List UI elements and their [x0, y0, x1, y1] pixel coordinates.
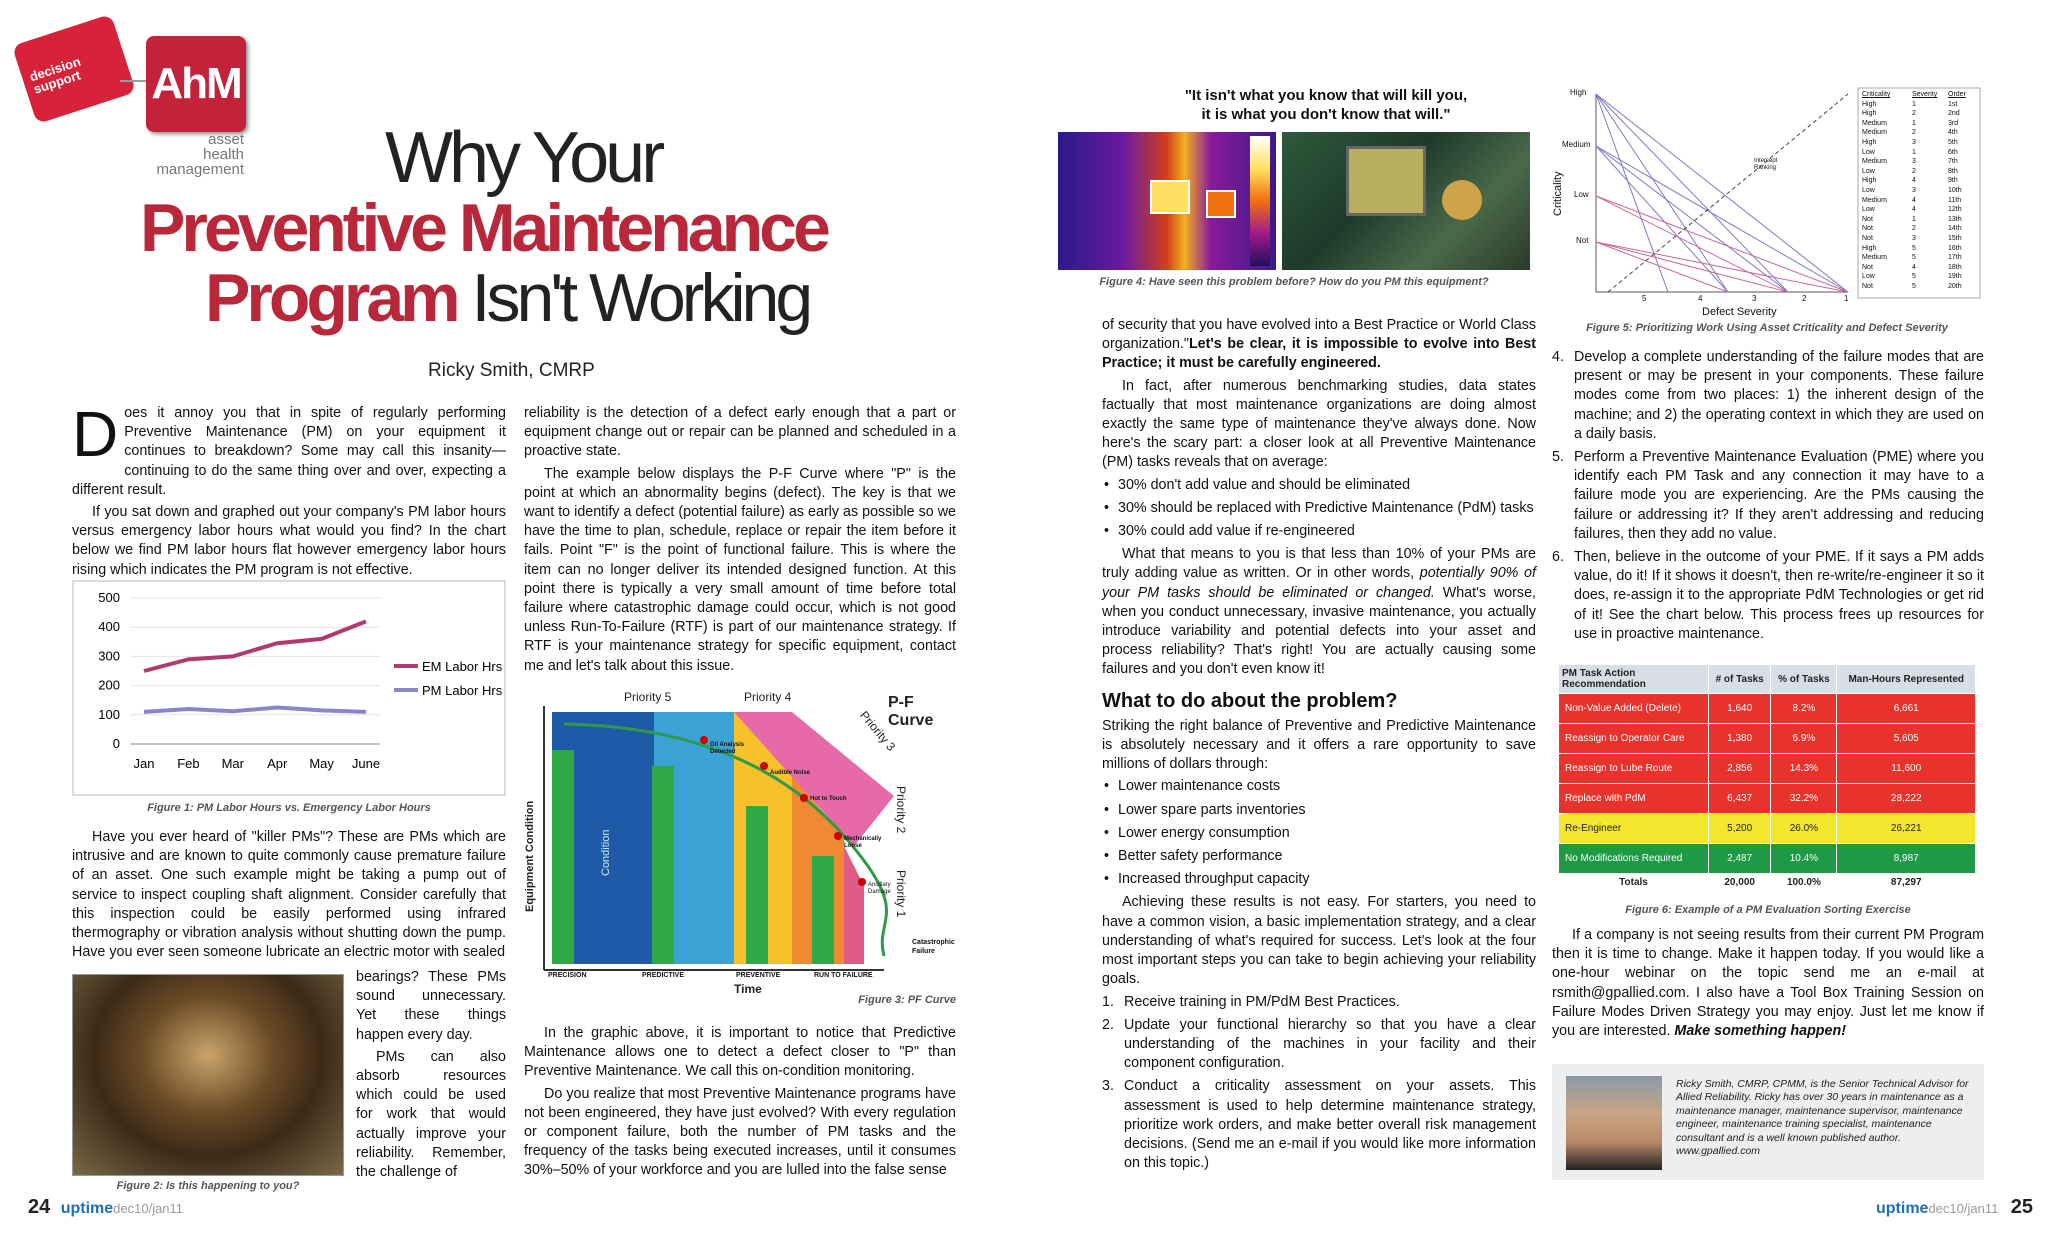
fig5-cell: 2 [1912, 167, 1916, 175]
fig5-y-high: High [1570, 88, 1587, 97]
figure-1-caption: Figure 1: PM Labor Hours vs. Emergency Labor Hours [147, 802, 431, 814]
fig5-cell: 3 [1912, 234, 1916, 242]
fig5-cell: 20th [1948, 282, 1962, 290]
fig5-cell: 15th [1948, 234, 1962, 242]
fig5-x-5: 5 [1642, 294, 1647, 303]
pme-cell: 14.3% [1771, 754, 1837, 784]
pme-cell: No Modifications Required [1559, 844, 1709, 874]
y-tick-label: 400 [98, 619, 120, 635]
pf-yaxis: Equipment Condition [524, 800, 536, 912]
fig5-cell: 1 [1912, 148, 1916, 156]
thermal-image [1058, 132, 1276, 270]
pme-row [1559, 844, 1976, 874]
fig5-cell: 13th [1948, 215, 1962, 223]
fig5-cell: 1 [1912, 119, 1916, 127]
steps-list [1102, 993, 1536, 1174]
pme-row [1559, 784, 1976, 814]
fig5-cell: 2nd [1948, 110, 1960, 118]
fig5-cell: Medium [1862, 158, 1887, 166]
headline-line2: Preventive Maintenance [140, 190, 827, 266]
step-item: 5. Perform a Preventive Maintenance Evaluation (PME) where you identify each PM Task and any connection it may have to a failure mode you are experiencing. Are the PMs causing the failure or addressing it? If they aren't addressing and reducing failures, then they add no value. [1552, 449, 1984, 542]
fig5-cell: Low [1862, 273, 1875, 281]
pme-cell: 8.2% [1771, 694, 1837, 724]
fig5-cell: 7th [1948, 158, 1958, 166]
pf-point-4: Mechanically Loose [844, 836, 882, 849]
benefit-item: • Better safety performance [1102, 847, 1536, 866]
x-tick-label: Apr [267, 756, 288, 771]
fig5-cell: 5th [1948, 138, 1958, 146]
pme-cell: 2,856 [1709, 754, 1771, 784]
fig5-y-not: Not [1576, 236, 1589, 245]
series-line [144, 708, 366, 712]
fig5-cell: 14th [1948, 225, 1962, 233]
logo-line [120, 80, 146, 82]
fig5-cell: High [1862, 244, 1877, 252]
equipment-photo [1282, 132, 1530, 270]
author-bio-box [1552, 1064, 1984, 1180]
pf-priority-4: Priority 4 [744, 690, 792, 704]
column-1-body: Have you ever heard of "killer PMs"? These are PMs which are intrusive and are known to quite commonly cause premature failure of an asset. One such example might be taking a pump out of service to inspect coupling shaft alignment. Consider carefully that this inspection could be easily performed using infrared thermography or vibration analysis without shutting down the pump. Have you ever seen someone lubricate an electric motor with sealed [72, 829, 506, 961]
pme-cell: Replace with PdM [1559, 784, 1709, 814]
pf-condition: Condition [600, 829, 612, 876]
fig5-cell: 3 [1912, 138, 1916, 146]
pf-bottom-4: RUN TO FAILURE [814, 972, 873, 979]
fig5-cell: Not [1862, 225, 1873, 233]
fig5-cell: Medium [1862, 119, 1887, 127]
pme-cell: Re-Engineer [1559, 814, 1709, 844]
stat-item: • 30% don't add value and should be eliminated [1102, 476, 1536, 495]
pf-point-5: Ancillary Damage [868, 882, 891, 895]
fig5-cell: Low [1862, 167, 1875, 175]
fig5-cell: High [1862, 100, 1877, 108]
y-tick-label: 100 [98, 706, 120, 722]
step-item: 2. Update your functional hierarchy so that you have a clear understanding of the machines in your facility and their component configuration. [1102, 1016, 1536, 1072]
fig5-cell: Not [1862, 282, 1873, 290]
figure-5 [1552, 86, 1982, 318]
fig5-cell: Low [1862, 148, 1875, 156]
footer-left: 24 uptimedec10/jan11 [28, 1196, 184, 1218]
step-item: 1. Receive training in PM/PdM Best Practices. [1102, 993, 1400, 1010]
x-tick-label: June [351, 756, 381, 771]
fig5-y-medium: Medium [1562, 140, 1591, 149]
x-tick-label: Jan [133, 756, 155, 771]
fig5-cell: Not [1862, 215, 1873, 223]
pme-cell: Reassign to Operator Care [1559, 724, 1709, 754]
step-item: 4. Develop a complete understanding of the failure modes that are present or may be present in your components. These failure modes come from two places: 1) the inherent design of the machine; and 2) the operating context in which they are used on a daily basis. [1552, 349, 1984, 442]
pme-cell: 5,605 [1837, 724, 1976, 754]
pme-cell: 11,600 [1837, 754, 1976, 784]
benefit-item: • Lower energy consumption [1102, 824, 1536, 843]
figure-5-caption: Figure 5: Prioritizing Work Using Asset Criticality and Defect Severity [1586, 322, 1948, 334]
fig5-cell: 2 [1912, 110, 1916, 118]
fig5-cell: 1st [1948, 100, 1958, 108]
stat-item: • 30% should be replaced with Predictive Maintenance (PdM) tasks [1102, 499, 1536, 518]
pf-bottom-1: PRECISION [548, 972, 587, 979]
y-tick-label: 0 [112, 736, 120, 751]
y-tick-label: 200 [98, 677, 120, 693]
pme-cell: Non-Value Added (Delete) [1559, 694, 1709, 724]
column-2-top: reliability is the detection of a defect early enough that a part or equipment change out or repair can be planned and scheduled in a proactive state. The example below displays the P-F Curve where "P" is the point at which an abnormality begins (defect). The key is that we want to identify a defect (potential failure) as early as possible so we have the time to plan, schedule, replace or repair the item before it fails. Point "F" is the point of functional failure. This is where the item can no longer deliver its intended designed function. At this point there is typically a very small amount of time before total failure where catastrophic damage could occur, which is not good unless Run-To-Failure (RTF) is part of our maintenance strategy. If RTF is your maintenance strategy for specific equipment, contact me and let's talk about this issue. [524, 405, 956, 674]
labor-hours-chart [74, 582, 504, 794]
author-photo [1566, 1076, 1662, 1170]
footer-right: uptimedec10/jan11 25 [1876, 1196, 2034, 1218]
pme-cell: 10.4% [1771, 844, 1837, 874]
column-4-closing: If a company is not seeing results from their current PM Program then it is time to change. Make it happen today. If you would like a one-hour webinar on the topic send me an e-mail at rsmith@gpallied.com. I also have a Tool Box Training Session on Failure Modes Driven Strategy you may enjoy. Just let me know if you are interested. Make something happen! [1552, 927, 1984, 1040]
fig5-note: Intercept Ranking [1754, 158, 1778, 171]
fig5-cell: Low [1862, 186, 1875, 194]
fig5-cell: Medium [1862, 254, 1887, 262]
pme-cell: 28,222 [1837, 784, 1976, 814]
fig5-cell: 1 [1912, 100, 1916, 108]
pme-cell: 26,221 [1837, 814, 1976, 844]
pme-cell: 8,987 [1837, 844, 1976, 874]
ahm-logo: AhM [146, 36, 246, 132]
fig5-cell: 5 [1912, 254, 1916, 262]
fig5-cell: 3 [1912, 158, 1916, 166]
step-item: 6. Then, believe in the outcome of your PME. If it says a PM adds value, do it! If it shows it doesn't, then re-write/re-engineer it so it does, re-assign it to the appropriate PdM Technologies or get rid of it! See the chart below. This process frees up resources for use in proactive maintenance. [1552, 549, 1984, 642]
legend-label: EM Labor Hrs [422, 659, 503, 674]
column-2-bottom: In the graphic above, it is important to notice that Predictive Maintenance allows one to detect a defect closer to "P" than Preventive Maintenance. We call this on-condition monitoring. Do you realize that most Preventive Maintenance programs have not been engineered, they have just evolved? With every regulation or component failure, both the number of PM tasks and the frequency of the tasks being executed increases, until it consumes 30%–50% of your workforce and you are lulled into the false sense [524, 1025, 956, 1179]
x-tick-label: Mar [221, 756, 244, 771]
author-bio: Ricky Smith, CMRP, CPMM, is the Senior Technical Advisor for Allied Reliability. Ricky has over 30 years in maintenance as a maintenance manager, maintenance supervisor, maintenance engineer, maintenance training specialist, maintenance consultant and is a well known published author. www.gpallied.com [1676, 1078, 1969, 1158]
stat-item: • 30% could add value if re-engineered [1102, 522, 1536, 541]
fig5-cell: Medium [1862, 196, 1887, 204]
fig5-header: Severity [1912, 91, 1938, 98]
fig5-cell: 3 [1912, 186, 1916, 194]
fig5-cell: 5 [1912, 282, 1916, 290]
benefit-item: • Lower spare parts inventories [1102, 801, 1536, 820]
decision-support-text: decision support [27, 53, 83, 97]
benefits-list [1102, 777, 1536, 889]
pf-bottom-3: PREVENTIVE [736, 972, 781, 979]
pme-cell: 26.0% [1771, 814, 1837, 844]
pf-priority-5: Priority 5 [624, 690, 672, 704]
fig5-cell: 12th [1948, 206, 1962, 214]
section-heading: What to do about the problem? [1102, 689, 1398, 712]
fig5-x-2: 2 [1802, 294, 1807, 303]
fig5-cell: 5 [1912, 244, 1916, 252]
column-1-wrap: bearings? These PMs sound unnecessary. Yet these things happen every day. PMs can also absorb resources which could be used for work that would actually improve your reliability. Remember, the challenge of [356, 969, 506, 1181]
pme-table [1558, 664, 1976, 892]
fig5-cell: High [1862, 110, 1877, 118]
fig5-table [1862, 90, 1980, 291]
benefit-item: • Increased throughput capacity [1102, 870, 1536, 889]
drop-cap: D [72, 398, 119, 470]
pme-cell: 5,200 [1709, 814, 1771, 844]
fig5-cell: 10th [1948, 186, 1962, 194]
fig5-cell: Not [1862, 263, 1873, 271]
pme-row [1559, 694, 1976, 724]
fig5-cell: 11th [1948, 196, 1962, 204]
fig5-cell: Medium [1862, 129, 1887, 137]
pf-point-1: Oil Analysis Detected [710, 742, 745, 755]
pf-priority-1: Priority 1 [894, 870, 908, 918]
pme-cell: 6,437 [1709, 784, 1771, 814]
pf-priority-3: Priority 3 [857, 708, 899, 754]
fig5-cell: 2 [1912, 129, 1916, 137]
fig5-cell: High [1862, 177, 1877, 185]
pme-row [1559, 724, 1976, 754]
x-tick-label: Feb [177, 756, 200, 771]
fig5-cell: 4th [1948, 129, 1958, 137]
pme-cell: 6,661 [1837, 694, 1976, 724]
fig5-x-1: 1 [1844, 294, 1849, 303]
fig5-cell: 16th [1948, 244, 1962, 252]
fig5-ylabel: Criticality [1552, 171, 1564, 216]
fig5-x-3: 3 [1752, 294, 1757, 303]
fig5-cell: 4 [1912, 263, 1916, 271]
figure-1-chart [72, 580, 506, 796]
y-tick-label: 500 [98, 590, 120, 605]
pf-catastrophic: Catastrophic Failure [912, 939, 955, 955]
fig5-cell: High [1862, 138, 1877, 146]
pme-cell: 2,487 [1709, 844, 1771, 874]
fig5-cell: 19th [1948, 273, 1962, 281]
figure-6-caption: Figure 6: Example of a PM Evaluation Sorting Exercise [1625, 904, 1911, 916]
fig5-cell: 6th [1948, 148, 1958, 156]
fig5-cell: 4 [1912, 177, 1916, 185]
logo-subtitle: asset health management [156, 131, 244, 178]
fig5-cell: 9th [1948, 177, 1958, 185]
figure-4-caption: Figure 4: Have seen this problem before? How do you PM this equipment? [1099, 276, 1489, 288]
pf-bottom-2: PREDICTIVE [642, 972, 685, 979]
headline-line1: Why Your [385, 118, 662, 198]
series-line [144, 621, 366, 671]
fig5-xlabel: Defect Severity [1702, 306, 1777, 318]
pme-header-row: PM Task Action Recommendation # of Tasks % of Tasks Man-Hours Represented [1559, 665, 1976, 694]
fig5-header: Criticality [1862, 91, 1891, 98]
pf-point-2: Audible Noise [770, 770, 811, 776]
fig5-cell: 8th [1948, 167, 1958, 175]
fig5-y-low: Low [1574, 190, 1589, 199]
headline-line3: Program Isn't Working [205, 260, 810, 336]
fig5-cell: 1 [1912, 215, 1916, 223]
pf-title: P-F Curve [888, 694, 934, 729]
fig5-cell: 4 [1912, 206, 1916, 214]
y-tick-label: 300 [98, 648, 120, 664]
legend-label: PM Labor Hrs [422, 683, 503, 698]
pme-total-row: Totals 20,000 100.0% 87,297 [1559, 874, 1976, 892]
fig5-cell: 17th [1948, 254, 1962, 262]
x-tick-label: May [309, 756, 334, 771]
pme-cell: 1,640 [1709, 694, 1771, 724]
pm-stats-list [1102, 476, 1536, 542]
pme-row [1559, 754, 1976, 784]
pf-curve-graphic [524, 686, 958, 1002]
pf-point-3: Hot to Touch [810, 796, 847, 802]
pme-cell: 6.9% [1771, 724, 1837, 754]
column-3: of security that you have evolved into a Best Practice or World Class organization."Let's be clear, it is impossible to evolve into Best Practice; it must be carefully engineered. In fact, after numerous benchmarking studies, data states factually that most maintenance organizations are doing almost exactly the same type of maintenance they've always done. Now here's the scary part: a closer look at all Preventive Maintenance (PM) tasks reveals that on average: • 30% don't add value and should be eliminated • 30% should be replaced with Predictive Maintenance (PdM) tasks • 30% could add value if re-engineered What that means to you is that less than 10% of your PMs are truly adding value as written. Or in other words, potentially 90% of your PM tasks should be eliminated or changed. What's worse, when you conduct unnecessary, invasive maintenance, you actually introduce variability and potential defects into your asset and process reliability? That's right! You are actually causing some failures and you don't even know it! What to do about the problem? Striking the right balance of Preventive and Predictive Maintenance is absolutely necessary and it offers a rare opportunity to save millions of dollars through: • Lower maintenance costs • Lower spare parts inventories • Lower energy consumption • Better safety performance • Increased throughput capacity Achieving these results is not easy. For starters, you need to have a common vision, a basic implementation strategy, and a clear understanding of what's required for success. Let's look at the four most important steps you can take to begin achieving your reliability goals. 1. Receive training in PM/PdM Best Practices. 2. Update your functional hierarchy so that you have a clear understanding of the machines in your facility and their component configuration. 3. Conduct a criticality assessment on your assets. This assessment is used to help determine maintenance strategy, prioritize work orders, and make better overall risk management decisions. (Send me an e-mail if you would like more information on this topic.) [1102, 316, 1536, 1177]
fig5-cell: Low [1862, 206, 1875, 214]
pme-cell: 32.2% [1771, 784, 1837, 814]
motor-photo [72, 974, 344, 1176]
fig5-cell: Not [1862, 234, 1873, 242]
quote: "It isn't what you know that will kill you, it is what you don't know that will." [1184, 87, 1468, 123]
pf-xaxis: Time [734, 982, 762, 996]
pf-curve-figure [524, 686, 958, 1002]
pme-cell: Reassign to Lube Route [1559, 754, 1709, 784]
pme-cell: 1,380 [1709, 724, 1771, 754]
fig5-cell: 3rd [1948, 119, 1959, 127]
fig5-x-4: 4 [1698, 294, 1703, 303]
fig5-cell: 4 [1912, 196, 1916, 204]
step-item: 3. Conduct a criticality assessment on your assets. This assessment is used to help determine maintenance strategy, prioritize work orders, and make better overall risk management decisions. (Send me an e-mail if you would like more information on this topic.) [1102, 1078, 1536, 1172]
column-1-intro: Does it annoy you that in spite of regularly performing Preventive Maintenance (PM) on your equipment it continues to breakdown? Some may call this insanity—continuing to do the same thing over and over, expecting a different result. If you sat down and graphed out your company's PM labor hours versus emergency labor hours what would you find? In the chart below we find PM labor hours flat however emergency labor hours rising which indicates the PM program is not effective. [72, 398, 506, 578]
benefit-item: • Lower maintenance costs [1102, 777, 1536, 796]
fig5-cell: 18th [1948, 263, 1962, 271]
fig5-cell: 2 [1912, 225, 1916, 233]
fig5-cell: 5 [1912, 273, 1916, 281]
pme-row [1559, 814, 1976, 844]
figure-3-caption: Figure 3: PF Curve [858, 994, 956, 1006]
figure-2-caption: Figure 2: Is this happening to you? [116, 1180, 300, 1192]
fig5-header: Order [1948, 91, 1966, 98]
column-4-steps [1552, 346, 1984, 648]
author-byline: Ricky Smith, CMRP [428, 360, 595, 381]
pf-priority-2: Priority 2 [894, 786, 908, 834]
